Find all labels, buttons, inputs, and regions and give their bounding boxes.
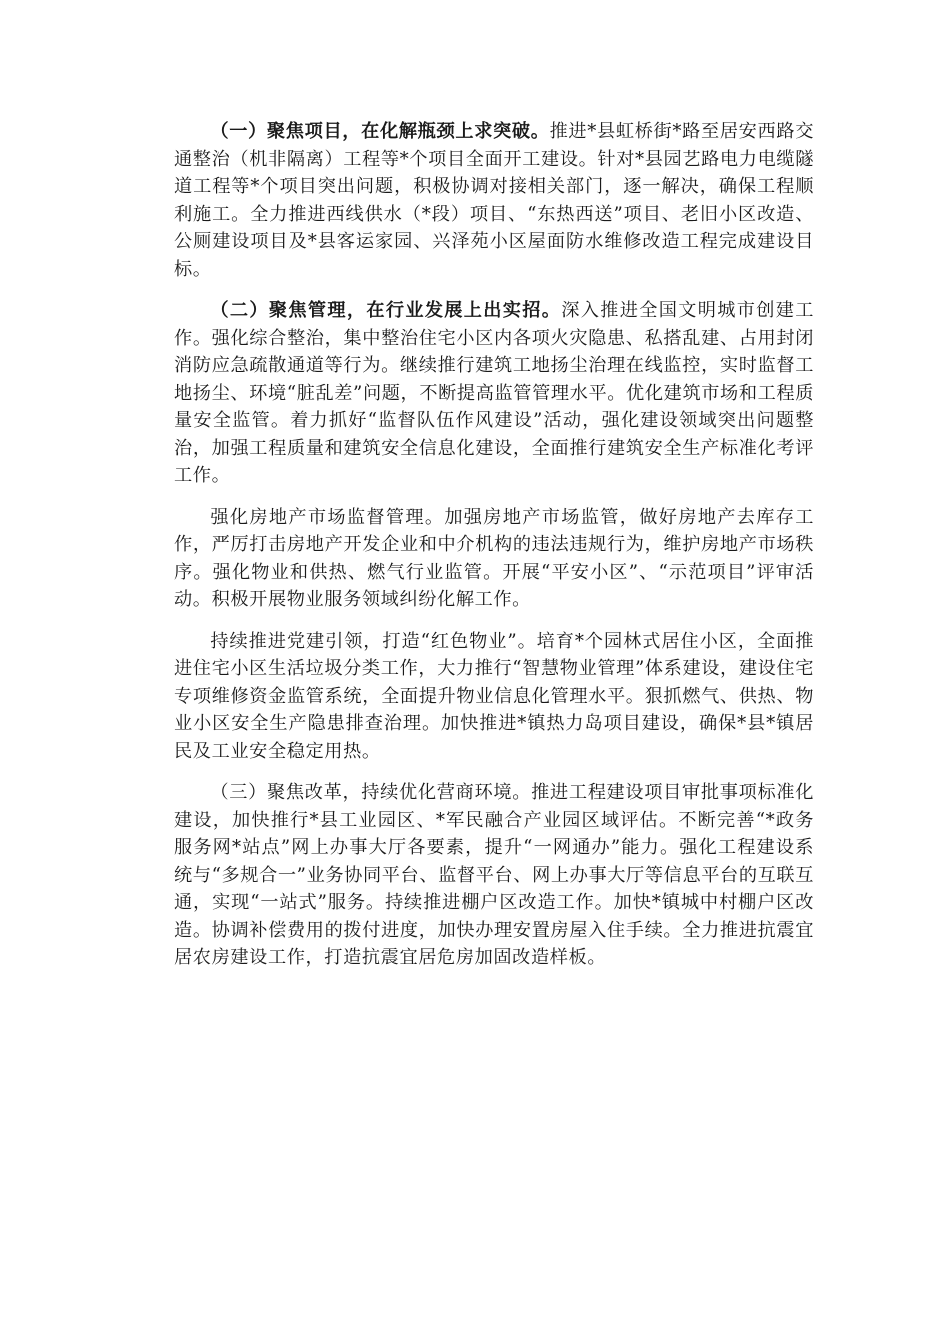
paragraph-4 [174,628,814,766]
paragraph-4-text: 持续推进党建引领，打造“红色物业”。培育*个园林式居住小区，全面推进住宅小区生活垃圾分类工作，大力推行“智慧物业管理”体系建设，建设住宅专项维修资金监管系统，全面提升物业信息化管理水平。狠抓燃气、供热、物业小区安全生产隐患排查治理。加快推进*镇热力岛项目建设，确保*县*镇居民及工业安全稳定用热。 [174,630,814,762]
paragraph-3 [174,504,814,614]
paragraph-2-text: 深入推进全国文明城市创建工作。强化综合整治，集中整治住宅小区内各项火灾隐患、私搭乱建、占用封闭消防应急疏散通道等行为。继续推行建筑工地扬尘治理在线监控，实时监督工地扬尘、环境“脏乱差”问题，不断提高监管管理水平。优化建筑市场和工程质量安全监管。着力抓好“监督队伍作风建设”活动，强化建设领域突出问题整治，加强工程质量和建筑安全信息化建设，全面推行建筑安全生产标准化考评工作。 [174,300,814,486]
paragraph-2 [174,297,814,490]
paragraph-2-heading: （二）聚焦管理，在行业发展上出实招。 [210,300,562,321]
paragraph-3-text: 强化房地产市场监督管理。加强房地产市场监管，做好房地产去库存工作，严厉打击房地产开发企业和中介机构的违法违规行为，维护房地产市场秩序。强化物业和供热、燃气行业监管。开展“平安小区”、“示范项目”评审活动。积极开展物业服务领域纠纷化解工作。 [174,506,814,610]
paragraph-1 [174,118,814,283]
document-body [174,118,814,986]
paragraph-5-text: （三）聚焦改革，持续优化营商环境。推进工程建设项目审批事项标准化建设，加快推行*县工业园区、*军民融合产业园区域评估。不断完善“*政务服务网*站点”网上办事大厅各要素，提升“一网通办”能力。强化工程建设系统与“多规合一”业务协同平台、监督平台、网上办事大厅等信息平台的互联互通，实现“一站式”服务。持续推进棚户区改造工作。加快*镇城中村棚户区改造。协调补偿费用的拨付进度，加快办理安置房屋入住手续。全力推进抗震宜居农房建设工作，打造抗震宜居危房加固改造样板。 [174,782,814,968]
paragraph-1-heading: （一）聚焦项目，在化解瓶颈上求突破。 [210,121,550,142]
paragraph-5 [174,779,814,972]
paragraph-1-text: 推进*县虹桥街*路至居安西路交通整治（机非隔离）工程等*个项目全面开工建设。针对*县园艺路电力电缆隧道工程等*个项目突出问题，积极协调对接相关部门，逐一解决，确保工程顺利施工。全力推进西线供水（*段）项目、“东热西送”项目、老旧小区改造、公厕建设项目及*县客运家园、兴泽苑小区屋面防水维修改造工程完成建设目标。 [174,121,814,280]
